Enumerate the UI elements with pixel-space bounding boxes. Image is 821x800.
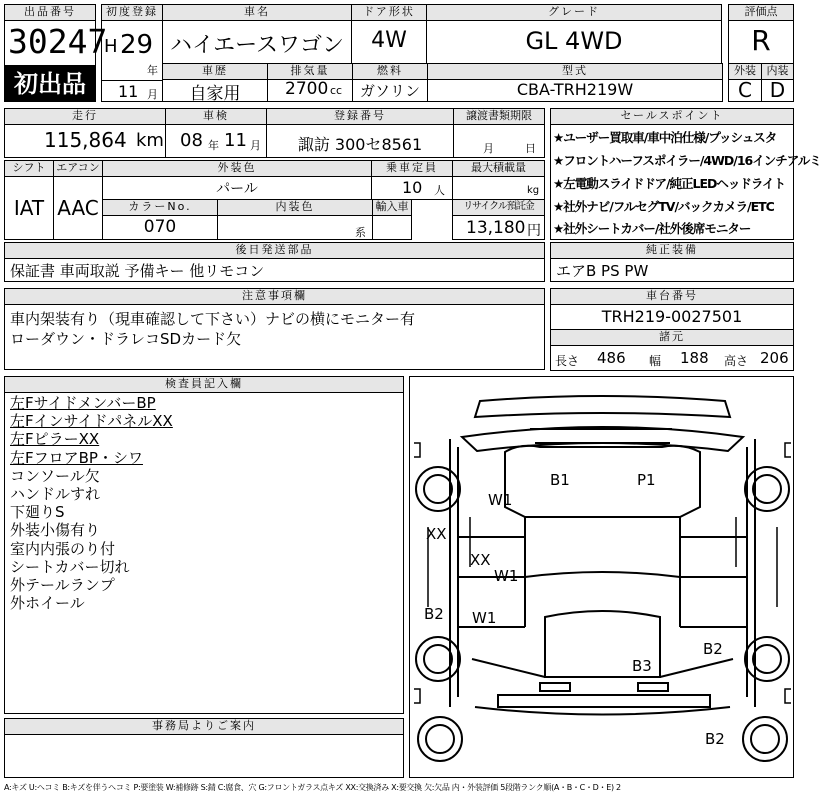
capacity-header: 乗車定員: [371, 160, 453, 177]
door-header: ドア形状: [351, 4, 427, 21]
inspector-line: 外ホイール: [10, 594, 85, 613]
damage-mark-b2: B2: [703, 640, 723, 658]
recycle-unit: 円: [527, 223, 541, 239]
sales-point-2: ★フロントハーフスポイラー/4WD/16インチアルミ: [553, 153, 821, 168]
plate-value: 諏訪 300セ8561: [297, 135, 423, 154]
damage-mark-xx: XX: [426, 525, 447, 543]
damage-mark-b2: B2: [424, 605, 444, 623]
door-value: 4W: [371, 28, 407, 53]
office-header: 事務局よりご案内: [4, 718, 404, 735]
damage-mark-w1: W1: [494, 567, 519, 585]
import-header: 輸入車: [372, 199, 412, 216]
inspector-line: 外テールランプ: [10, 576, 115, 595]
notes-header: 注意事項欄: [4, 288, 545, 305]
sales-points-header: セールスポイント: [550, 108, 794, 125]
ext-color-value: パール: [216, 181, 258, 197]
length-value: 486: [597, 349, 626, 367]
capacity-unit: 人: [434, 184, 445, 197]
inspector-line: 左FピラーXX: [10, 430, 100, 449]
height-value: 206: [760, 349, 789, 367]
damage-mark-b3: B3: [632, 657, 652, 675]
car-diagram: [409, 376, 794, 778]
length-label: 長さ: [555, 354, 580, 368]
shift-value: IAT: [13, 196, 45, 220]
displacement-header: 排気量: [267, 63, 353, 80]
damage-mark-w1: W1: [472, 609, 497, 627]
inspector-line: 外装小傷有り: [10, 521, 101, 540]
inspector-line: コンソール欠: [10, 466, 100, 485]
plate-header: 登録番号: [266, 108, 454, 125]
interior-grade-value: D: [769, 78, 786, 102]
specs-header: 諸元: [550, 329, 794, 346]
reg-month-unit: 月: [147, 88, 158, 101]
mileage-value: 115,864: [44, 128, 127, 152]
inspector-line: ハンドルすれ: [10, 485, 101, 504]
shift-header: シフト: [4, 160, 54, 177]
transfer-header: 譲渡書類期限: [453, 108, 545, 125]
width-label: 幅: [649, 354, 662, 368]
exterior-grade-value: C: [738, 78, 752, 102]
capacity-value: 10: [402, 178, 423, 197]
ac-header: エアコン: [53, 160, 103, 177]
model-name: ハイエースワゴン: [169, 33, 345, 58]
ac-value: AAC: [57, 196, 99, 220]
damage-mark-b2: B2: [705, 730, 725, 748]
displacement-value: 2700: [285, 79, 329, 99]
recycle-header: リサイクル預託金: [452, 199, 545, 216]
damage-mark-b1: B1: [550, 471, 570, 489]
int-color-unit: 系: [355, 226, 366, 239]
era-letter: H: [104, 36, 118, 57]
sales-point-1: ★ユーザー買取車/車中泊仕様/プッシュスタ: [553, 130, 777, 145]
reg-year: 29: [120, 30, 154, 60]
fuel-header: 燃料: [352, 63, 428, 80]
inspector-line: 室内内張のり付: [10, 539, 116, 558]
fuel-value: ガソリン: [359, 82, 420, 100]
damage-mark-w1: W1: [488, 491, 513, 509]
inspection-month-unit: 月: [250, 139, 261, 152]
inspector-line: シートカバー切れ: [10, 557, 130, 576]
car-diagram-svg: [410, 377, 795, 779]
mileage-unit: km: [136, 130, 164, 151]
inspector-line: 下廻りS: [10, 503, 65, 522]
damage-mark-p1: P1: [637, 471, 656, 489]
inspector-line: 左FフロアBP・シワ: [10, 448, 143, 467]
load-unit: kg: [527, 185, 540, 196]
rating-value: R: [751, 24, 771, 57]
import-cell: [372, 215, 412, 240]
inspector-line: 左FインサイドパネルXX: [10, 412, 173, 431]
equipment-header: 純正装備: [550, 242, 794, 259]
inspection-month: 11: [224, 130, 247, 151]
transfer-day-unit: 日: [525, 142, 536, 155]
inspection-year: 08: [180, 130, 203, 151]
exterior-grade-header: 外装: [728, 63, 762, 80]
inspector-header: 検査員記入欄: [4, 376, 404, 393]
legend-footer: A:キズ U:ヘコミ B:キズを伴うヘコミ P:要塗装 W:補修跡 S:錆 C:腐食、穴 G:フロントガラス点キズ XX:交換済み X:要交換 欠:欠品 内・外装評価 5段階ランク順(A・B・C・D・E) 2: [4, 783, 621, 792]
damage-mark-xx: XX: [470, 551, 491, 569]
notes-line-1: 車内架装有り（現車確認して下さい）ナビの横にモニター有: [10, 310, 416, 328]
lot-number: 30247: [8, 22, 108, 61]
sales-point-5: ★社外シートカバー/社外後席モニター: [553, 221, 751, 236]
reg-month: 11: [118, 82, 139, 101]
interior-grade-header: 内装: [761, 63, 794, 80]
displacement-unit: cc: [330, 84, 343, 97]
grade-value: GL 4WD: [525, 27, 623, 55]
equipment-value: エアB PS PW: [556, 262, 649, 280]
model-code-value: CBA-TRH219W: [516, 80, 634, 99]
specs-cell: [550, 345, 794, 371]
first-listing-badge: 初出品: [4, 66, 96, 102]
color-no-value: 070: [143, 217, 177, 237]
later-parts-value: 保証書 車両取説 予備キー 他リモコン: [10, 262, 265, 280]
chassis-header: 車台番号: [550, 288, 794, 305]
width-value: 188: [680, 349, 709, 367]
history-header: 車歴: [162, 63, 268, 80]
inspection-year-unit: 年: [208, 139, 219, 152]
ext-color-header: 外装色: [102, 160, 372, 177]
color-no-header: カラーNo.: [102, 199, 218, 216]
mileage-header: 走行: [4, 108, 166, 125]
recycle-value: 13,180: [466, 218, 526, 238]
chassis-value: TRH219-0027501: [601, 307, 743, 326]
later-parts-header: 後日発送部品: [4, 242, 545, 259]
transfer-month-unit: 月: [483, 142, 494, 155]
inspector-line: 左FサイドメンバーBP: [10, 394, 156, 412]
height-label: 高さ: [724, 354, 749, 368]
sales-point-3: ★左電動スライドドア/純正LEDヘッドライト: [553, 176, 786, 191]
model-code-header: 型式: [427, 63, 723, 80]
int-color-header: 内装色: [217, 199, 373, 216]
grade-header: グレード: [426, 4, 722, 21]
int-color-cell: [217, 215, 373, 240]
office-cell: [4, 734, 404, 778]
history-value: 自家用: [189, 84, 241, 104]
rating-header: 評価点: [728, 4, 794, 21]
reg-year-unit: 年: [147, 64, 158, 77]
load-header: 最大積載量: [452, 160, 545, 177]
lot-no-header: 出品番号: [4, 4, 96, 21]
inspector-list: [10, 394, 173, 612]
first-reg-header: 初度登録: [101, 4, 163, 21]
inspection-header: 車検: [165, 108, 267, 125]
model-name-header: 車名: [162, 4, 352, 21]
sales-point-4: ★社外ナビ/フルセグTV/バックカメラ/ETC: [553, 199, 774, 214]
notes-line-2: ローダウン・ドラレコSDカード欠: [10, 330, 242, 348]
